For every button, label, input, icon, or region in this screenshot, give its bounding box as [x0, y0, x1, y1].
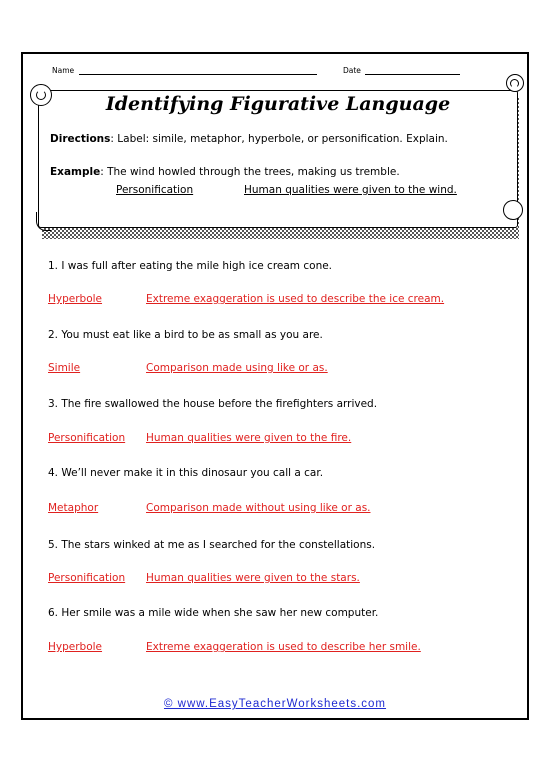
directions-text: : Label: simile, metaphor, hyperbole, or personification. Explain.: [110, 133, 448, 145]
worksheet-title: Identifying Figurative Language: [105, 93, 451, 115]
answer-type: Hyperbole: [48, 293, 103, 305]
answer-explanation: Extreme exaggeration is used to describe her smile.: [146, 641, 421, 653]
scroll-curl-top-right-icon: [506, 74, 524, 92]
example-label: Example: [50, 166, 101, 178]
copyright-link[interactable]: © www.EasyTeacherWorksheets.com: [163, 698, 387, 710]
name-blank-line[interactable]: [79, 66, 317, 75]
directions-label: Directions: [50, 133, 111, 145]
question-sentence: 6. Her smile was a mile wide when she saw her new computer.: [48, 607, 379, 619]
directions: [50, 133, 448, 145]
answer-explanation: Comparison made using like or as.: [146, 362, 328, 374]
answer-type: Metaphor: [48, 502, 99, 514]
answer-type: Hyperbole: [48, 641, 103, 653]
answer-explanation: Human qualities were given to the fire.: [146, 432, 352, 444]
example-explanation: Human qualities were given to the wind.: [244, 184, 457, 196]
name-field[interactable]: [52, 66, 317, 75]
answer-type: Simile: [48, 362, 81, 374]
date-field[interactable]: [343, 66, 460, 75]
name-label: Name: [52, 66, 75, 75]
answer-type: Personification: [48, 432, 126, 444]
date-label: Date: [343, 66, 361, 75]
example-text: : The wind howled through the trees, making us tremble.: [100, 166, 400, 178]
answer-explanation: Human qualities were given to the stars.: [146, 572, 360, 584]
date-blank-line[interactable]: [365, 66, 460, 75]
question-sentence: 1. I was full after eating the mile high ice cream cone.: [48, 260, 333, 272]
question-sentence: 4. We’ll never make it in this dinosaur you call a car.: [48, 467, 324, 479]
question-sentence: 3. The fire swallowed the house before the firefighters arrived.: [48, 398, 378, 410]
question-sentence: 5. The stars winked at me as I searched for the constellations.: [48, 539, 376, 551]
example-type: Personification: [116, 184, 194, 196]
scroll-curl-bottom-right-icon: [503, 200, 523, 220]
answer-explanation: Comparison made without using like or as.: [146, 502, 371, 514]
example-sentence: [50, 166, 400, 178]
answer-explanation: Extreme exaggeration is used to describe the ice cream.: [146, 293, 445, 305]
scroll-curl-bottom-left-icon: [36, 212, 51, 231]
question-sentence: 2. You must eat like a bird to be as small as you are.: [48, 329, 323, 341]
answer-type: Personification: [48, 572, 126, 584]
